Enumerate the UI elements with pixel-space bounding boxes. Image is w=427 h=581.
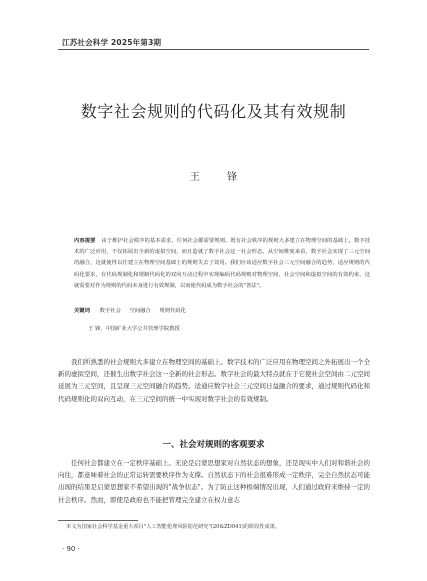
- abstract: [74, 236, 370, 292]
- footnote-divider: [58, 520, 138, 521]
- section-paragraph: 任何社会都建立在一定秩序基础上。无论是启蒙思想家对自然状态的想象，还是现实中人们对和谐社会的向往，都意味着社会的正常运转需要秩序作为支撑。自然状态下的社会很难形成一定秩序，完全自然状态可能出现的结果是启蒙思想家不希望出现的"战争状态"。为了防止这种极端情况出现，人们通过政府来维持一定的社会秩序。然而，即使是政府也不能把管理完全建立在权力意志: [58, 459, 370, 504]
- abstract-text: 由于维护社会秩序的基本需求，任何社会都需要规则。既有社会秩序的规则大多建立在物理空间的基础上。数字技术的广泛应用，不仅拓展出全新的虚拟空间，而且造就了数字社会这一社会形态。从空间维度来看，数字社会实现了三元空间的融合，这就使得以往建立在物理空间基础上的规则失去了效用。我们应该适应数字社会三元空间融合的趋势，适应规则的代码化要求，在代码规制化和规制代码化的双向互动过程中实现编码代码规则对物理空间、社会空间和虚拟空间的有效约束，这就需要对作为规则的代码本身进行有效规制，以而使代码成为数字社会的"善法"。: [74, 238, 370, 289]
- keyword-item: 空间融合: [129, 308, 151, 314]
- page-number: · 90 ·: [62, 545, 80, 553]
- keyword-item: 规则代码化: [159, 308, 186, 314]
- journal-header: 江苏社会科学 2025年第3期: [62, 38, 162, 47]
- keywords: [74, 306, 370, 314]
- author-info: 王 锋，中国矿业大学公共管理学院教授: [88, 326, 180, 332]
- keywords-label: 关键词: [74, 308, 90, 314]
- article-title: 数字社会规则的代码化及其有效规制: [80, 102, 347, 121]
- footnote: 本文为国家社会科学基金重大项目"人工智能伦理风险防范研究"(20&ZD041)的阶段性成果。: [66, 524, 281, 530]
- article-author: 王 锋: [189, 172, 250, 183]
- header-divider: [58, 49, 369, 50]
- abstract-label: 内容提要: [74, 238, 96, 244]
- keyword-item: 数字社会: [99, 308, 121, 314]
- section-heading: 一、社会对规则的客观要求: [162, 440, 265, 450]
- intro-paragraph: 我们所熟悉的社会规则大多建立在物理空间的基础上。数字技术的广泛应用在物理空间之外拓展出一个全新的虚拟空间，还催生出数字社会这一全新的社会形态。数字社会的最大特点就在于它使社会空间由二元空间延展为三元空间，且呈现三元空间融合的趋势。适通应数字社会三元空间日益融合的要求，通过规则代码化和代码规则化的双向互动，在三元空间的统一中实现对数字社会的有效规制。: [58, 358, 370, 403]
